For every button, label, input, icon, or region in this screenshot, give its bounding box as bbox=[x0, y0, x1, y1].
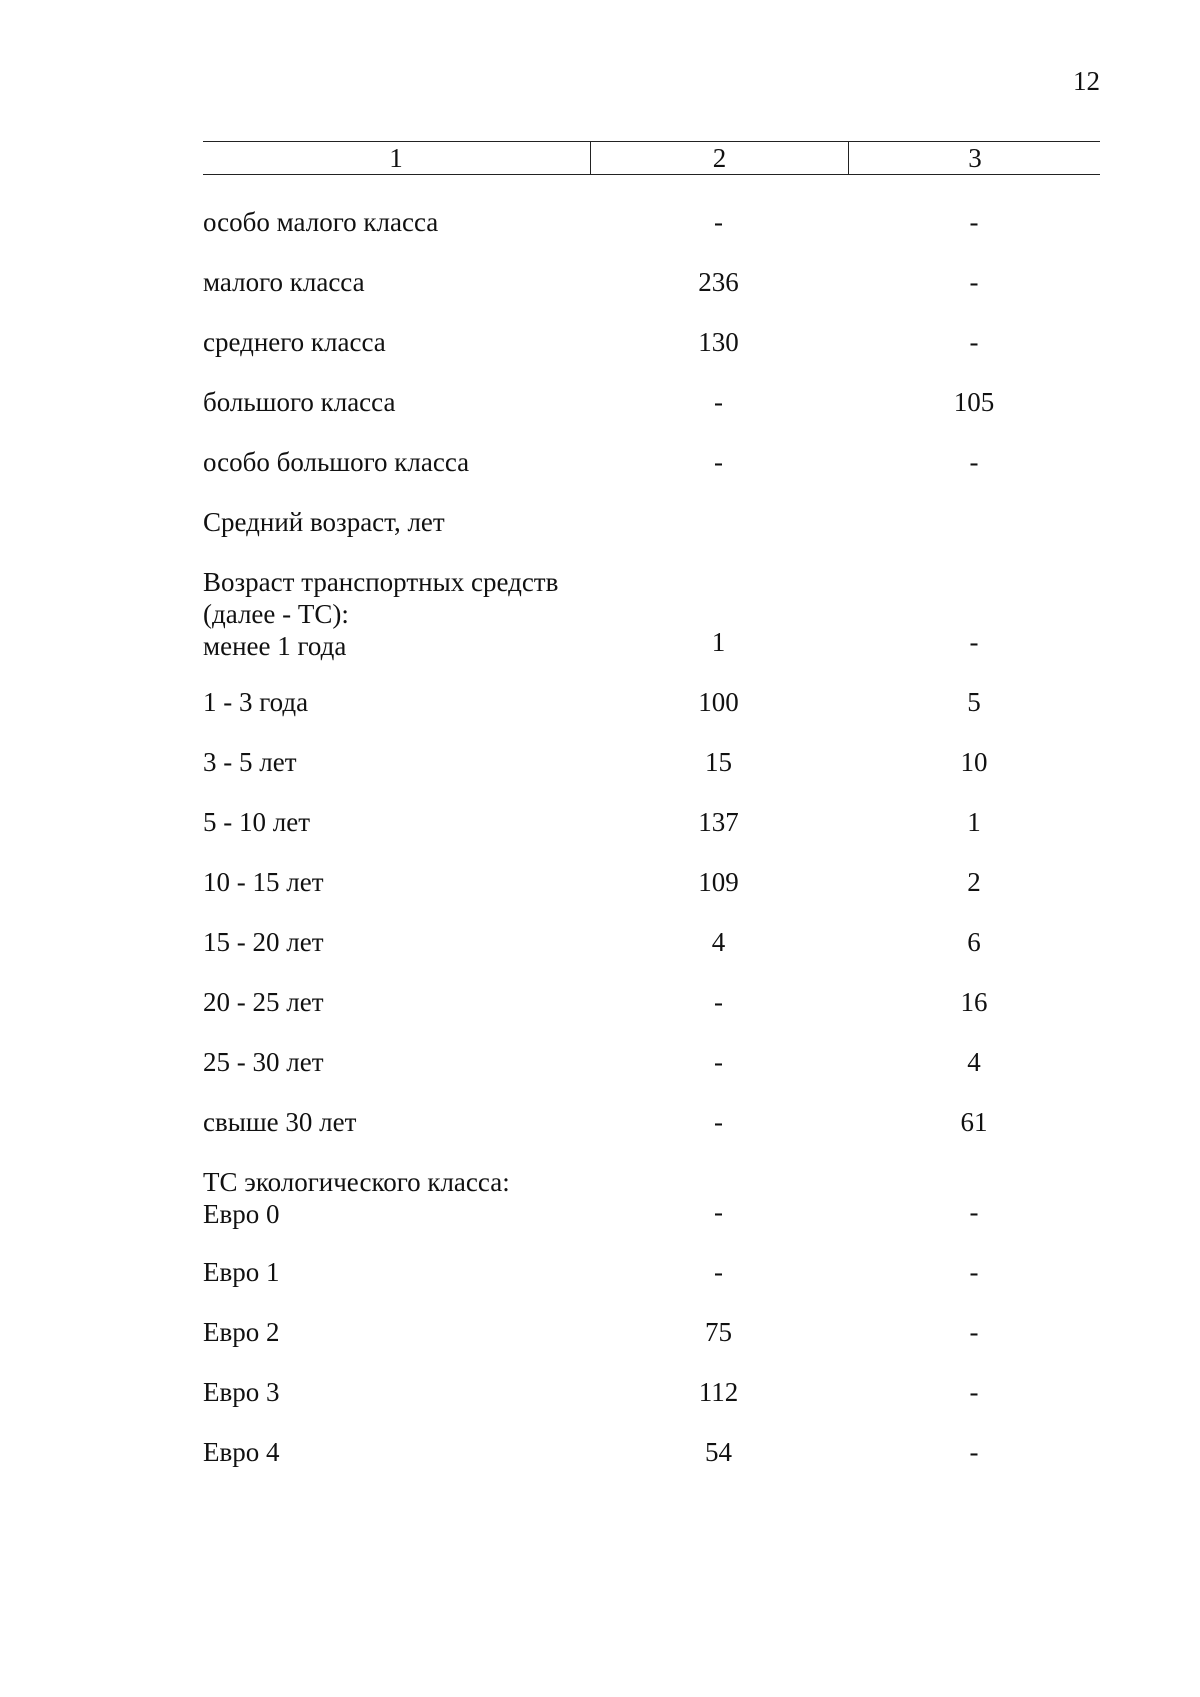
table-row bbox=[203, 1436, 1100, 1496]
row-value-col-3: 61 bbox=[960, 1107, 988, 1137]
row-value-col-3: - bbox=[969, 627, 979, 657]
row-value-col-3: 6 bbox=[967, 927, 981, 957]
row-label: особо большого класса bbox=[203, 447, 470, 477]
row-value-col-3: - bbox=[969, 1437, 979, 1467]
row-label: Евро 3 bbox=[203, 1377, 280, 1407]
table-row bbox=[203, 806, 1100, 866]
row-label: 25 - 30 лет bbox=[203, 1047, 324, 1077]
row-value-col-2: 1 bbox=[711, 627, 726, 657]
header-col-2: 2 bbox=[590, 142, 848, 174]
table-row bbox=[203, 1046, 1100, 1106]
table-row bbox=[203, 1376, 1100, 1436]
row-value-col-2: - bbox=[714, 1197, 723, 1227]
row-value-col-3: - bbox=[969, 327, 979, 357]
table-row bbox=[203, 986, 1100, 1046]
row-value-col-2: 100 bbox=[698, 687, 739, 717]
header-col-1: 1 bbox=[389, 143, 403, 173]
table-row bbox=[203, 446, 1100, 506]
row-label: среднего класса bbox=[203, 327, 386, 357]
row-value-col-3: - bbox=[969, 1377, 979, 1407]
table-row bbox=[203, 506, 1100, 566]
row-label: 1 - 3 года bbox=[203, 687, 309, 717]
row-label: 15 - 20 лет bbox=[203, 927, 324, 957]
row-value-col-3: - bbox=[969, 267, 979, 297]
row-value-col-2: 112 bbox=[698, 1377, 739, 1407]
row-value-col-2: - bbox=[714, 387, 723, 417]
table-body bbox=[203, 206, 1100, 1496]
row-label: свыше 30 лет bbox=[203, 1107, 357, 1137]
row-value-col-3: - bbox=[969, 447, 979, 477]
table-row bbox=[203, 566, 1100, 686]
row-label: особо малого класса bbox=[203, 207, 439, 237]
table-row bbox=[203, 746, 1100, 806]
header-col-3: 3 bbox=[848, 142, 1101, 174]
row-value-col-2: - bbox=[714, 1257, 723, 1287]
table-row bbox=[203, 326, 1100, 386]
page-number: 12 bbox=[1073, 66, 1100, 96]
row-value-col-2: - bbox=[714, 987, 723, 1017]
row-value-col-3: 1 bbox=[967, 807, 981, 837]
row-value-col-2: 109 bbox=[698, 867, 739, 897]
table-row bbox=[203, 1256, 1100, 1316]
row-value-col-2: - bbox=[714, 1107, 723, 1137]
row-value-col-2: 4 bbox=[711, 927, 726, 957]
row-value-col-2: - bbox=[714, 1047, 723, 1077]
row-value-col-3: 4 bbox=[967, 1047, 981, 1077]
table-row bbox=[203, 686, 1100, 746]
table-row bbox=[203, 206, 1100, 266]
table-row bbox=[203, 1106, 1100, 1166]
table-header bbox=[203, 141, 1100, 175]
row-label: Евро 1 bbox=[203, 1257, 280, 1287]
table-row bbox=[203, 866, 1100, 926]
table-row bbox=[203, 386, 1100, 446]
row-value-col-3: 2 bbox=[967, 867, 981, 897]
row-value-col-3: 105 bbox=[953, 387, 995, 417]
row-value-col-3: 16 bbox=[960, 987, 988, 1017]
row-label: 5 - 10 лет bbox=[203, 807, 310, 837]
row-value-col-2: 137 bbox=[698, 807, 739, 837]
row-value-col-3: - bbox=[969, 1197, 979, 1227]
row-label: Евро 2 bbox=[203, 1317, 280, 1347]
row-label: малого класса bbox=[203, 267, 365, 297]
row-value-col-2: - bbox=[714, 447, 723, 477]
row-label: Средний возраст, лет bbox=[203, 507, 445, 537]
row-value-col-3: 10 bbox=[960, 747, 988, 777]
row-value-col-2: 15 bbox=[705, 747, 732, 777]
row-label: 10 - 15 лет bbox=[203, 867, 324, 897]
table-row bbox=[203, 266, 1100, 326]
row-label: ТС экологического класса: Евро 0 bbox=[203, 1167, 510, 1229]
row-label: 20 - 25 лет bbox=[203, 987, 324, 1017]
row-value-col-3: - bbox=[969, 1317, 979, 1347]
row-value-col-2: 75 bbox=[705, 1317, 732, 1347]
table-row bbox=[203, 1166, 1100, 1256]
row-label: большого класса bbox=[203, 387, 396, 417]
row-value-col-2: 130 bbox=[698, 327, 739, 357]
row-value-col-2: 54 bbox=[705, 1437, 732, 1467]
row-label: Евро 4 bbox=[203, 1437, 280, 1467]
row-value-col-3: 5 bbox=[967, 687, 981, 717]
table-row bbox=[203, 1316, 1100, 1376]
row-value-col-2: 236 bbox=[698, 267, 739, 297]
row-value-col-3: - bbox=[969, 1257, 979, 1287]
row-label: Возраст транспортных средств (далее - ТС): менее 1 года bbox=[203, 567, 559, 661]
row-value-col-3: - bbox=[969, 207, 979, 237]
table-row bbox=[203, 926, 1100, 986]
row-value-col-2: - bbox=[714, 207, 723, 237]
row-label: 3 - 5 лет bbox=[203, 747, 297, 777]
